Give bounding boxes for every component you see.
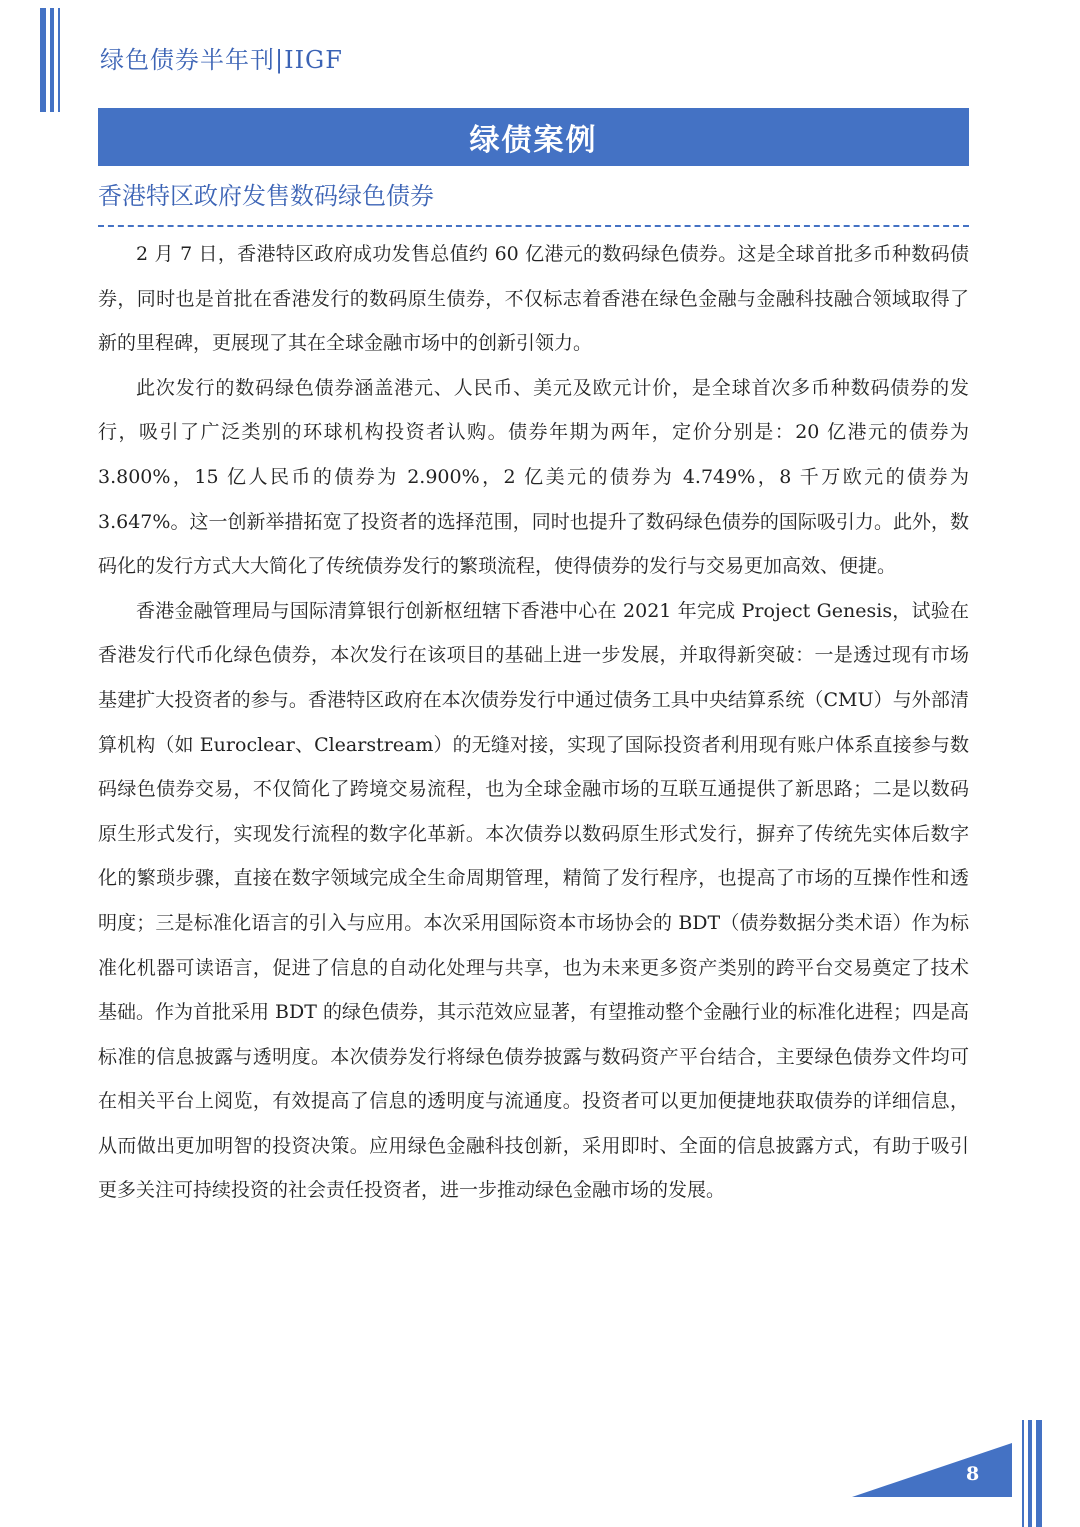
section-title: 绿债案例 — [469, 123, 598, 158]
article-body — [98, 232, 969, 1213]
section-banner — [98, 108, 969, 166]
footer-decoration-bars — [1022, 1420, 1042, 1527]
page-number: 8 — [966, 1463, 980, 1485]
journal-header-title: 绿色债券半年刊|IIGF — [100, 46, 343, 74]
article-title: 香港特区政府发售数码绿色债券 — [98, 182, 434, 210]
paragraph: 此次发行的数码绿色债券涵盖港元、人民币、美元及欧元计价，是全球首次多币种数码债券的发行，吸引了广泛类别的环球机构投资者认购。债券年期为两年，定价分别是：20 亿港元的债券为 3.800%，15 亿人民币的债券为 2.900%，2 亿美元的债券为 4.749%，8 千万欧元的债券为 3.647%。这一创新举措拓宽了投资者的选择范围，同时也提升了数码绿色债券的国际吸引力。此外，数码化的发行方式大大简化了传统债券发行的繁琐流程，使得债券的发行与交易更加高效、便捷。 — [98, 376, 969, 578]
dashed-divider — [98, 225, 969, 227]
paragraph: 香港金融管理局与国际清算银行创新枢纽辖下香港中心在 2021 年完成 Project Genesis，试验在香港发行代币化绿色债券，本次发行在该项目的基础上进一步发展，并取得新突破：一是透过现有市场基建扩大投资者的参与。香港特区政府在本次债券发行中通过债务工具中央结算系统（CMU）与外部清算机构（如 Euroclear、Clearstream）的无缝对接，实现了国际投资者利用现有账户体系直接参与数码绿色债券交易，不仅简化了跨境交易流程，也为全球金融市场的互联互通提供了新思路；二是以数码原生形式发行，实现发行流程的数字化革新。本次债券以数码原生形式发行，摒弃了传统先实体后数字化的繁琐步骤，直接在数字领域完成全生命周期管理，精简了发行程序，也提高了市场的互操作性和透明度；三是标准化语言的引入与应用。本次采用国际资本市场协会的 BDT（债券数据分类术语）作为标准化机器可读语言，促进了信息的自动化处理与共享，也为未来更多资产类别的跨平台交易奠定了技术基础。作为首批采用 BDT 的绿色债券，其示范效应显著，有望推动整个金融行业的标准化进程；四是高标准的信息披露与透明度。本次债券发行将绿色债券披露与数码资产平台结合，主要绿色债券文件均可在相关平台上阅览，有效提高了信息的透明度与流通度。投资者可以更加便捷地获取债券的详细信息，从而做出更加明智的投资决策。应用绿色金融科技创新，采用即时、全面的信息披露方式，有助于吸引更多关注可持续投资的社会责任投资者，进一步推动绿色金融市场的发展。 — [98, 599, 969, 1202]
page-number-triangle — [852, 1443, 1012, 1497]
paragraph: 2 月 7 日，香港特区政府成功发售总值约 60 亿港元的数码绿色债券。这是全球首批多币种数码债券，同时也是首批在香港发行的数码原生债券，不仅标志着香港在绿色金融与金融科技融合领域取得了新的里程碑，更展现了其在全球金融市场中的创新引领力。 — [98, 243, 969, 355]
header-decoration-bars — [40, 8, 60, 112]
